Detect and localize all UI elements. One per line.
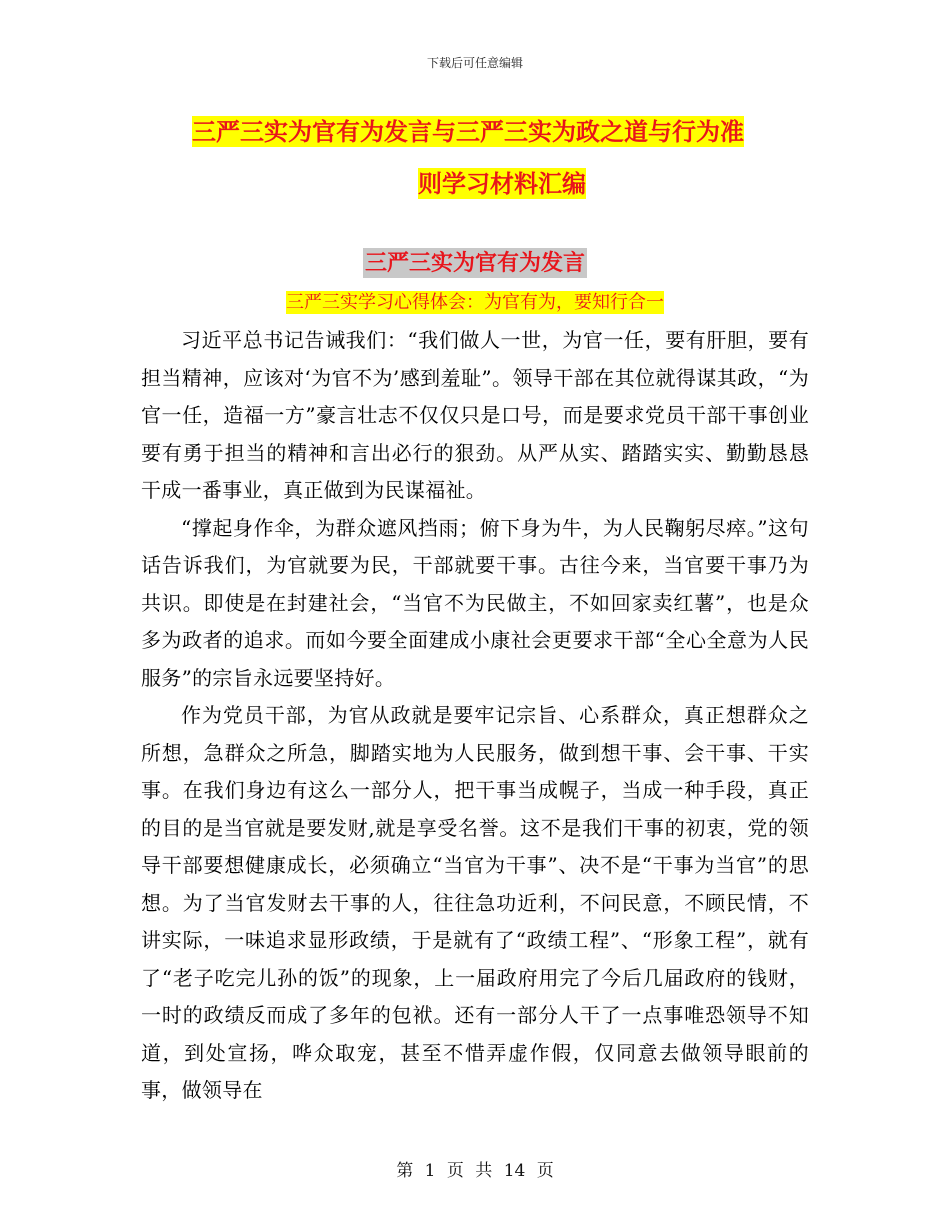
body-text bbox=[141, 322, 809, 1110]
title-line-2: 则学习材料汇编 bbox=[418, 169, 586, 198]
paragraph-2: “撑起身作伞，为群众遮风挡雨；俯下身为牛，为人民鞠躬尽瘁。”这句话告诉我们，为官就要为民，干部就要干事。古往今来，当官要干事乃为共识。即使是在封建社会，“当官不为民做主，不如回家卖红薯”，也是众多为政者的追求。而如今要全面建成小康社会更要求干部“全心全意为人民服务”的宗旨永远要坚持好。 bbox=[141, 515, 809, 690]
section-title-text: 三严三实为官有为发言 bbox=[364, 250, 585, 276]
document-title bbox=[192, 106, 812, 210]
header-note: 下载后可任意编辑 bbox=[426, 56, 523, 70]
subtitle bbox=[0, 288, 950, 314]
paragraph-1: 习近平总书记告诫我们：“我们做人一世，为官一任，要有肝胆，要有担当精神，应该对‘为官不为’感到羞耻”。领导干部在其位就得谋其政，“为官一任，造福一方”豪言壮志不仅仅只是口号，而是要求党员干部干事创业要有勇于担当的精神和言出必行的狠劲。从严从实、踏踏实实、勤勤恳恳干成一番事业，真正做到为民谋福祉。 bbox=[141, 328, 809, 502]
section-title bbox=[0, 246, 950, 277]
page-footer: 第 1 页 共 14 页 bbox=[396, 1161, 554, 1181]
paragraph-3: 作为党员干部，为官从政就是要牢记宗旨、心系群众，真正想群众之所想，急群众之所急，脚踏实地为人民服务，做到想干事、会干事、干实事。在我们身边有这么一部分人，把干事当成幌子，当成一种手段，真正的目的是当官就是要发财,就是享受名誉。这不是我们干事的初衷，党的领导干部要想健康成长，必须确立“当官为干事”、决不是“干事为当官”的思想。为了当官发财去干事的人，往往急功近利，不问民意，不顾民情，不讲实际，一味追求显形政绩，于是就有了“政绩工程”、“形象工程”，就有了“老子吃完儿孙的饭”的现象，上一届政府用完了今后几届政府的钱财，一时的政绩反而成了多年的包袱。还有一部分人干了一点事唯恐领导不知道，到处宣扬，哗众取宠，甚至不惜弄虚作假，仅同意去做领导眼前的事，做领导在 bbox=[141, 703, 809, 1102]
title-line-1: 三严三实为官有为发言与三严三实为政之道与行为准 bbox=[192, 117, 744, 146]
subtitle-text: 三严三实学习心得体会：为官有为，要知行合一 bbox=[286, 292, 664, 313]
